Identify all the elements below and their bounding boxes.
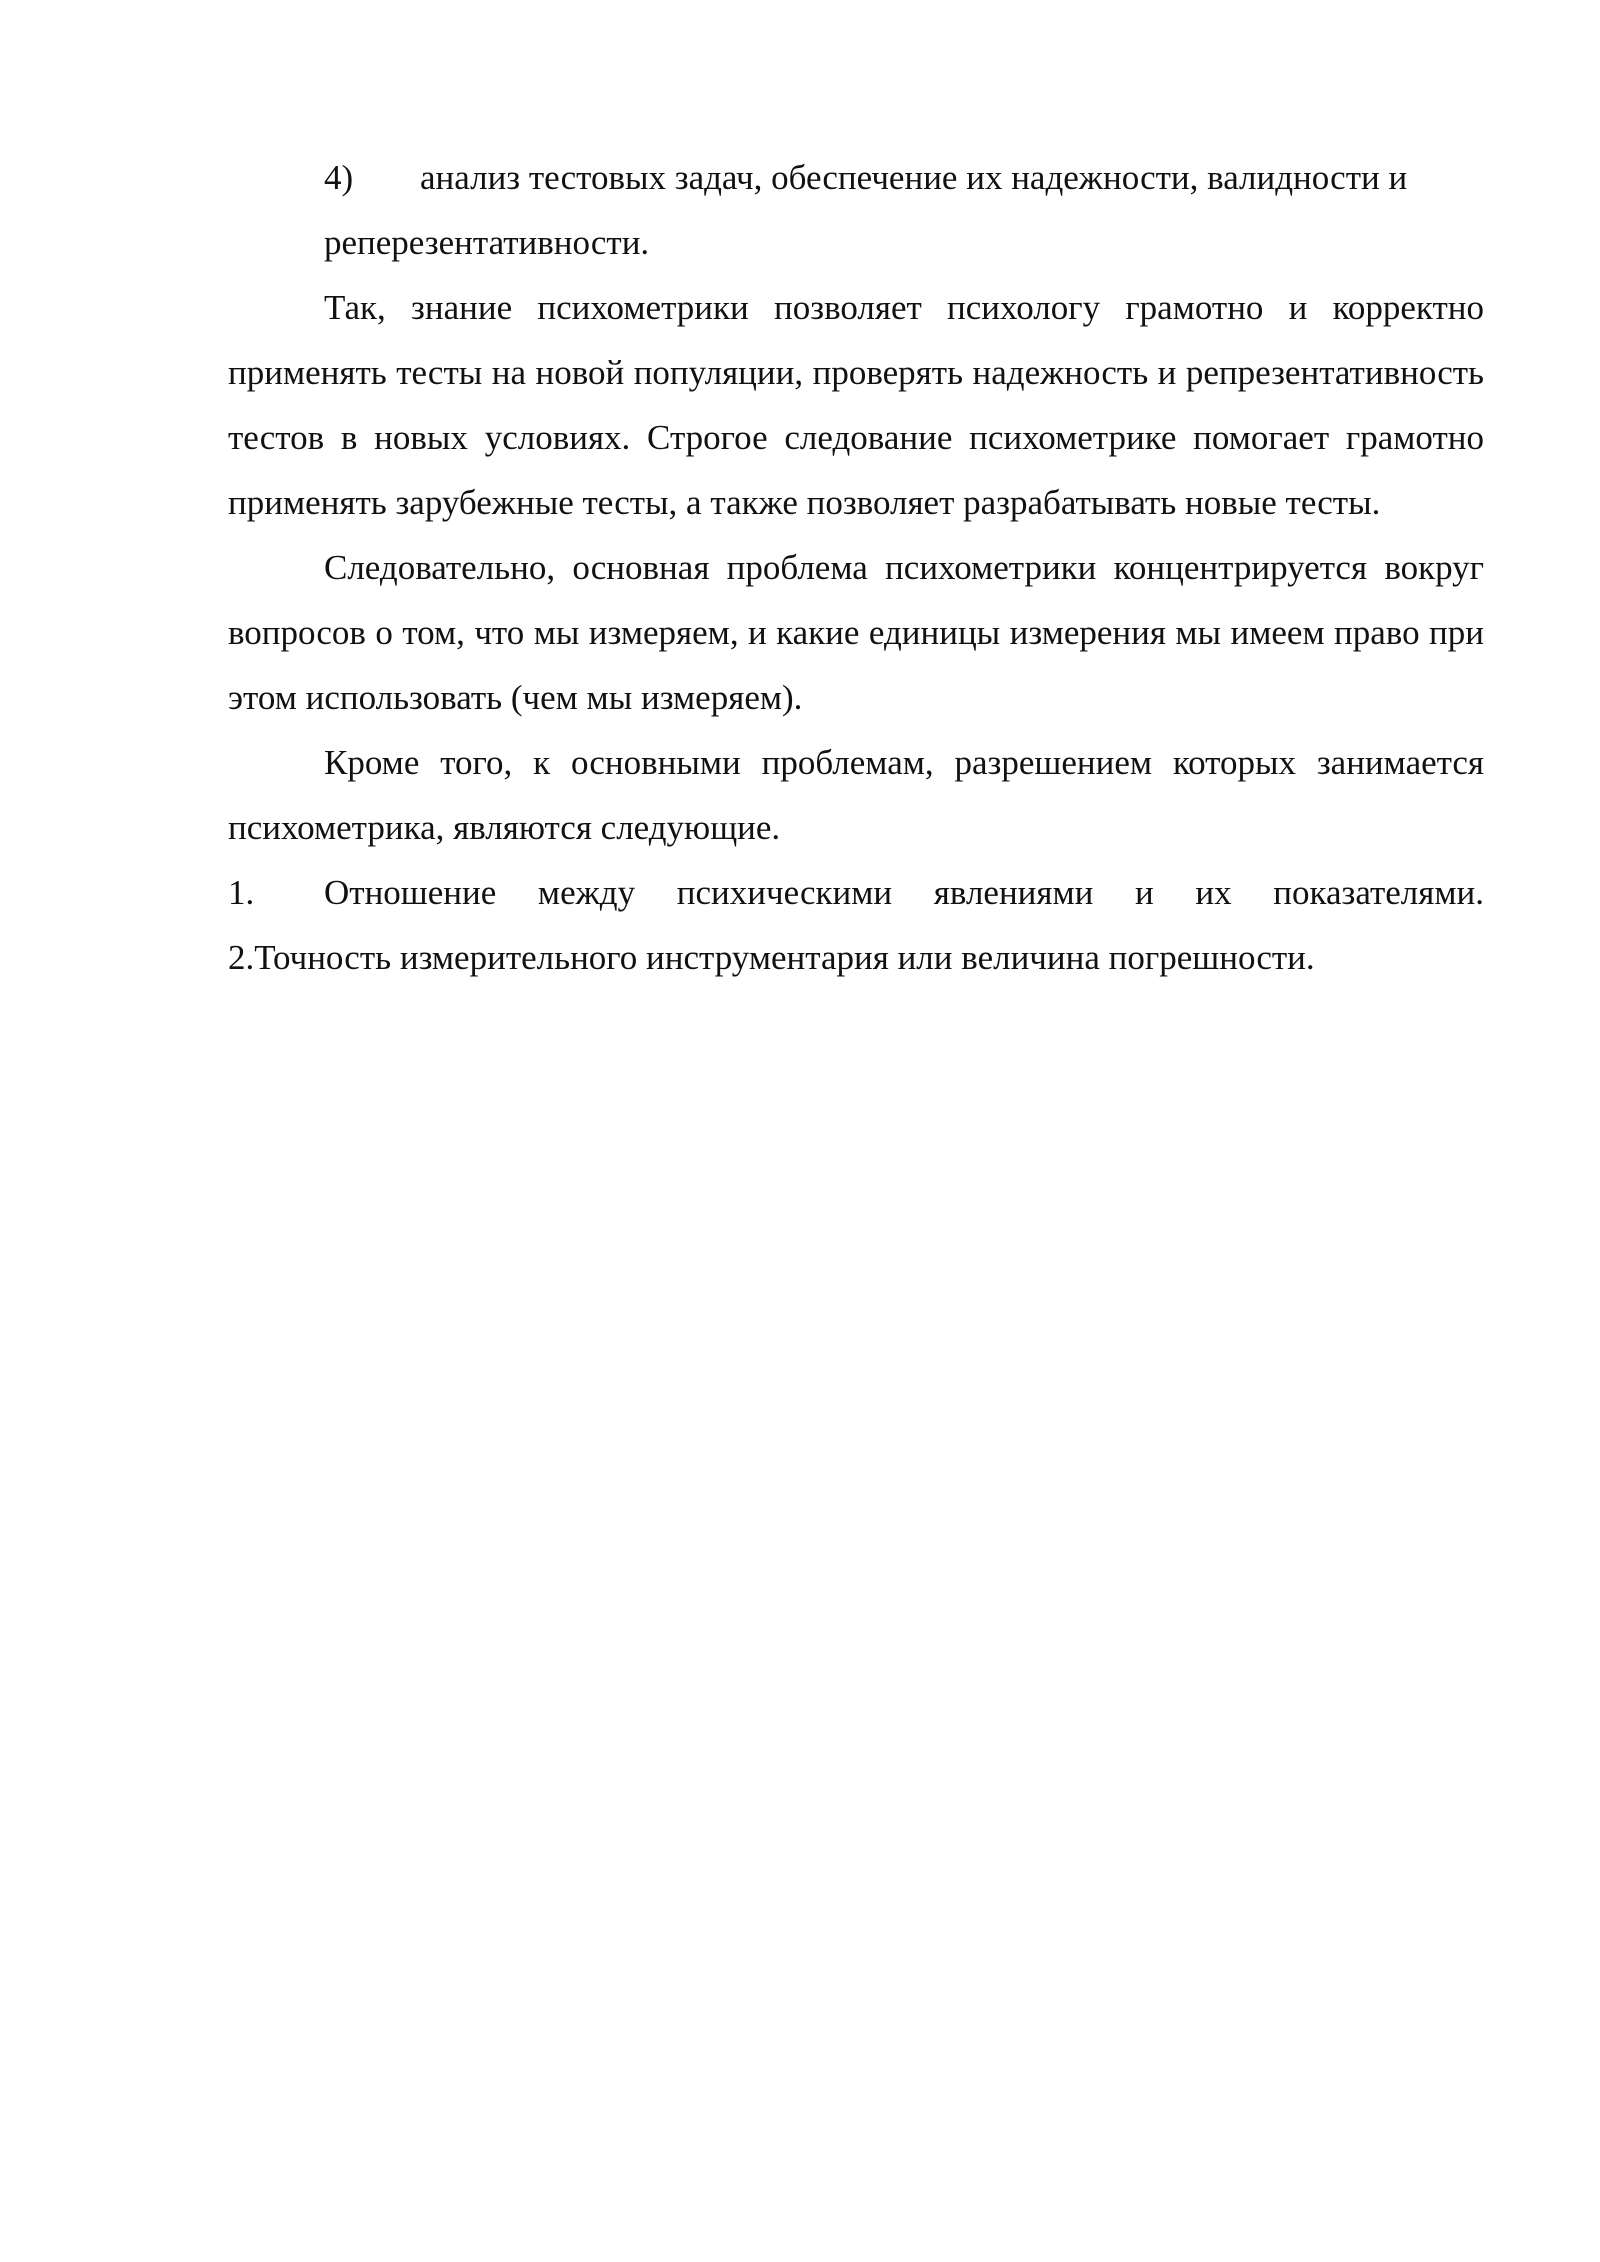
numbered-item-text: Отношение между психическими явлениями и их показателями. <box>324 873 1484 912</box>
numbered-marker: 1. <box>228 873 255 912</box>
list-item-text-line2: реперезентативности. <box>324 223 650 262</box>
paragraph: Так, знание психометрики позволяет психологу грамотно и корректно применять тесты на новой популяции, проверять надежность и репрезентативность тестов в новых условиях. Строгое следование психометрике помогает грамотно применять зарубежные тесты, а также позволяет разрабатывать новые тесты. <box>228 288 1484 522</box>
numbered-item-2: 2.Точность измерительного инструментария или величина погрешности. <box>228 938 1315 977</box>
numbered-item-1 <box>228 860 1484 925</box>
list-marker: 4) <box>324 158 354 197</box>
list-item-text-line1: анализ тестовых задач, обеспечение их надежности, валидности и <box>420 158 1408 197</box>
list-item-4 <box>228 145 1484 275</box>
paragraph: Следовательно, основная проблема психометрики концентрируется вокруг вопросов о том, что мы измеряем, и какие единицы измерения мы имеем право при этом использовать (чем мы измеряем). <box>228 548 1484 717</box>
paragraph: Кроме того, к основными проблемам, разрешением которых занимается психометрика, являются следующие. <box>228 743 1484 847</box>
document-body <box>228 145 1484 990</box>
